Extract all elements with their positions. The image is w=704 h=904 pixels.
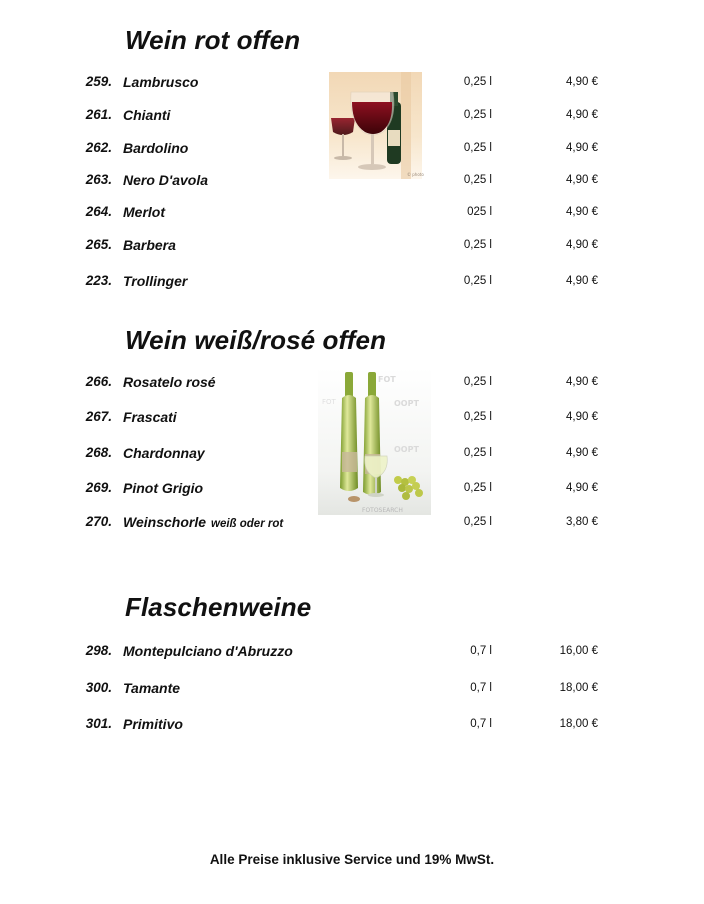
item-volume: 0,25 l	[463, 482, 492, 494]
item-price: 18,00 €	[559, 718, 598, 730]
item-price: 18,00 €	[559, 682, 598, 694]
svg-text:FOT: FOT	[378, 375, 396, 384]
item-number: 267.	[85, 409, 112, 424]
item-volume: 0,7 l	[470, 645, 492, 657]
item-volume: 0,25 l	[463, 376, 492, 388]
item-name: Nero D'avola	[123, 172, 209, 188]
item-number: 298.	[85, 643, 112, 658]
item-name: Pinot Grigio	[123, 480, 204, 496]
item-volume: 0,7 l	[470, 718, 492, 730]
item-name: Merlot	[123, 204, 165, 220]
item-name: Bardolino	[123, 140, 189, 156]
item-price: 4,90 €	[566, 109, 598, 121]
item-name: Chianti	[123, 107, 171, 123]
item-volume: 0,25 l	[463, 447, 492, 459]
svg-text:FOT: FOT	[322, 398, 336, 406]
item-number: 301.	[85, 716, 112, 731]
item-number: 262.	[85, 140, 112, 155]
section-title-red-wine: Wein rot offen	[125, 25, 301, 55]
menu-item	[0, 202, 704, 222]
item-number: 261.	[85, 107, 112, 122]
menu-item	[0, 641, 704, 661]
svg-text:FOTOSEARCH: FOTOSEARCH	[362, 507, 403, 514]
item-name: Barbera	[123, 237, 176, 253]
item-name: Tamante	[123, 680, 181, 696]
item-number: 268.	[85, 445, 112, 460]
section-title-bottled-wine: Flaschenweine	[125, 592, 312, 622]
item-note: weiß oder rot	[211, 518, 284, 530]
item-number: 263.	[85, 172, 112, 187]
white-wine-bottles-image	[318, 368, 431, 515]
item-price: 4,90 €	[566, 239, 598, 251]
item-number: 266.	[85, 374, 112, 389]
item-name	[123, 512, 283, 534]
item-number: 269.	[85, 480, 112, 495]
section-title-white-rose-wine: Wein weiß/rosé offen	[125, 325, 387, 355]
item-price: 4,90 €	[566, 76, 598, 88]
item-name: Primitivo	[123, 716, 183, 732]
item-volume: 0,25 l	[463, 516, 492, 528]
item-number: 223.	[85, 273, 112, 288]
red-wine-glass-image	[329, 72, 422, 179]
item-name: Frascati	[123, 409, 177, 425]
menu-item	[0, 512, 704, 532]
item-name: Montepulciano d'Abruzzo	[123, 643, 293, 659]
item-number: 300.	[85, 680, 112, 695]
item-volume: 0,25 l	[463, 239, 492, 251]
item-volume: 0,25 l	[463, 142, 492, 154]
menu-item	[0, 271, 704, 291]
footer-price-note: Alle Preise inklusive Service und 19% MwSt.	[209, 852, 495, 867]
svg-text:© photo: © photo	[407, 172, 424, 177]
item-name-text: Weinschorle	[123, 514, 206, 530]
item-name: Chardonnay	[123, 445, 205, 461]
item-volume: 025 l	[467, 206, 492, 218]
item-price: 4,90 €	[566, 174, 598, 186]
item-volume: 0,7 l	[470, 682, 492, 694]
item-volume: 0,25 l	[463, 76, 492, 88]
item-price: 3,80 €	[566, 516, 598, 528]
item-price: 4,90 €	[566, 275, 598, 287]
item-name: Lambrusco	[123, 74, 199, 90]
item-name: Rosatelo rosé	[123, 374, 216, 390]
item-price: 4,90 €	[566, 206, 598, 218]
svg-text:OOPT: OOPT	[394, 399, 419, 408]
item-number: 264.	[85, 204, 112, 219]
item-volume: 0,25 l	[463, 275, 492, 287]
item-price: 4,90 €	[566, 376, 598, 388]
menu-item	[0, 235, 704, 255]
item-price: 16,00 €	[559, 645, 598, 657]
item-volume: 0,25 l	[463, 109, 492, 121]
item-price: 4,90 €	[566, 142, 598, 154]
menu-item	[0, 678, 704, 698]
item-volume: 0,25 l	[463, 411, 492, 423]
item-price: 4,90 €	[566, 447, 598, 459]
item-number: 259.	[85, 74, 112, 89]
item-price: 4,90 €	[566, 482, 598, 494]
item-name: Trollinger	[123, 273, 188, 289]
svg-text:OOPT: OOPT	[394, 445, 419, 454]
item-number: 265.	[85, 237, 112, 252]
item-number: 270.	[85, 514, 112, 529]
item-price: 4,90 €	[566, 411, 598, 423]
item-volume: 0,25 l	[463, 174, 492, 186]
menu-item	[0, 714, 704, 734]
